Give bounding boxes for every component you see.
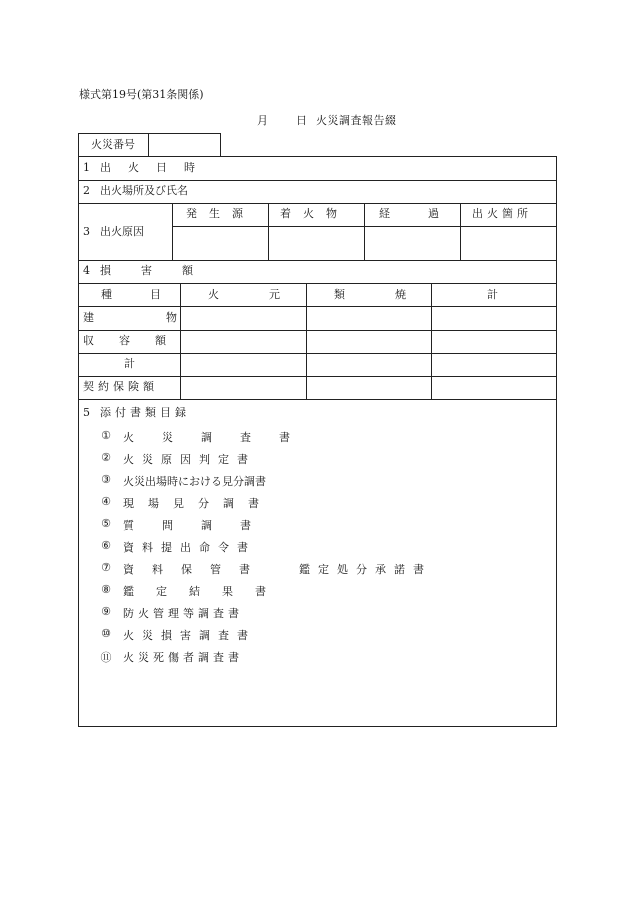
damage-row-building: 建物: [83, 311, 249, 324]
damage-row-insurance: 契約保険額: [83, 380, 158, 393]
item-label: 質問調書: [123, 519, 279, 532]
item-number: ⑧: [101, 583, 111, 596]
damage-row-total: 計: [124, 357, 135, 370]
item-number: ⑦: [101, 561, 111, 574]
section-5-label: 添付書類目録: [100, 406, 190, 419]
list-item: [99, 605, 399, 621]
item-label: 現場見分調書: [123, 497, 273, 510]
item-number: ④: [101, 495, 111, 508]
col-ignition-source: 発生源: [186, 207, 255, 220]
list-item: [99, 429, 399, 445]
item-number: ⑩: [101, 627, 111, 640]
section-4-label: 損害額: [100, 264, 223, 277]
form-number: 様式第19号(第31条関係): [79, 88, 204, 101]
item-extra-label: 鑑定処分承諾書: [299, 563, 432, 576]
list-item: [99, 473, 399, 489]
section-3-number: 3: [83, 225, 90, 238]
item-label: 火災原因判定書: [123, 453, 256, 466]
section-3-label: 出火原因: [100, 225, 144, 238]
item-label: 火災出場時における見分調書: [123, 475, 266, 488]
col-ignited-material: 着火物: [280, 207, 349, 220]
section-2-number: 2: [83, 184, 90, 197]
item-number: ①: [101, 429, 111, 442]
item-number: ⑨: [101, 605, 111, 618]
section-1-number: 1: [83, 161, 90, 174]
list-item: [99, 517, 399, 533]
section-1-label: 出 火 日 時: [100, 161, 198, 174]
item-number: ②: [101, 451, 111, 464]
item-label: 火災調査書: [123, 431, 318, 444]
item-label: 資料提出命令書: [123, 541, 256, 554]
list-item: [99, 649, 399, 665]
fire-number-field[interactable]: [150, 135, 219, 155]
damage-row-contents: 収容額: [83, 334, 191, 347]
section-4-number: 4: [83, 264, 90, 277]
item-label: 防火管理等調査書: [123, 607, 243, 620]
section-5-number: 5: [83, 406, 90, 419]
col-fire-origin-location: 出火箇所: [472, 207, 532, 220]
list-item: [99, 561, 499, 577]
item-label: 火災死傷者調査書: [123, 651, 243, 664]
damage-header-category: 種目: [101, 288, 199, 301]
item-label: 火災損害調査書: [123, 629, 256, 642]
title-day: 日: [296, 114, 307, 127]
list-item: [99, 539, 399, 555]
list-item: [99, 451, 399, 467]
list-item: [99, 583, 399, 599]
damage-header-total: 計: [487, 288, 498, 301]
item-number: ⑤: [101, 517, 111, 530]
item-label: 資料保管書: [123, 563, 268, 576]
page-title: 火災調査報告綴: [316, 114, 397, 127]
title-month: 月: [257, 114, 268, 127]
item-number: ⑥: [101, 539, 111, 552]
col-progression: 経過: [379, 207, 477, 220]
damage-header-spread: 類焼: [334, 288, 456, 301]
damage-header-origin: 火元: [208, 288, 330, 301]
item-label: 鑑定結果書: [123, 585, 288, 598]
fire-number-label: 火災番号: [91, 138, 135, 151]
section-2-label: 出火場所及び氏名: [100, 184, 188, 197]
list-item: [99, 495, 399, 511]
item-number: ⑪: [100, 651, 112, 664]
item-number: ③: [101, 473, 111, 486]
list-item: [99, 627, 399, 643]
